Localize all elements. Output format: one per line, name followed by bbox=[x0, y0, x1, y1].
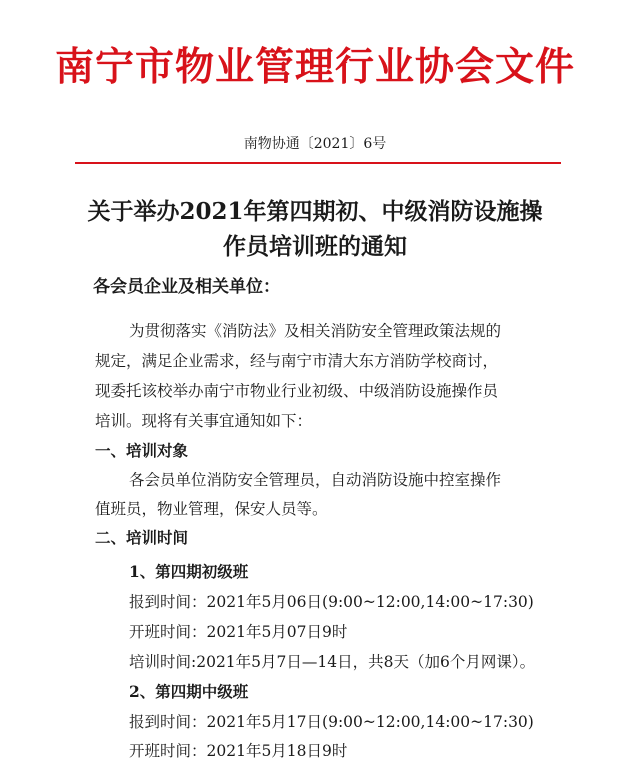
intro-line: 培训。现将有关事宜通知如下： bbox=[95, 412, 313, 430]
schedule-line: 培训时间:2021年5月7日—14日，共8天（加6个月网课）。 bbox=[129, 653, 536, 671]
schedule-line: 报到时间：2021年5月06日(9:00~12:00,14:00~17:30) bbox=[129, 593, 534, 611]
intro-line: 规定，满足企业需求，经与南宁市清大东方消防学校商讨， bbox=[95, 352, 499, 370]
intro-line: 现委托该校举办南宁市物业行业初级、中级消防设施操作员 bbox=[95, 382, 499, 400]
class-heading-intermediate: 2、第四期中级班 bbox=[129, 682, 249, 701]
org-header-title: 南宁市物业管理行业协会文件 bbox=[54, 44, 575, 90]
class-heading-primary: 1、第四期初级班 bbox=[129, 562, 249, 581]
section-text-line: 各会员单位消防安全管理员，自动消防设施中控室操作 bbox=[129, 471, 502, 489]
document-number: 南物协通〔2021〕6号 bbox=[243, 136, 387, 152]
notice-title-line-2: 作员培训班的通知 bbox=[223, 233, 407, 260]
salutation: 各会员企业及相关单位： bbox=[93, 277, 280, 297]
header-divider bbox=[75, 162, 561, 164]
section-text-line: 值班员，物业管理，保安人员等。 bbox=[95, 500, 328, 518]
schedule-line: 开班时间：2021年5月18日9时 bbox=[129, 742, 348, 760]
notice-title-line-1: 关于举办2021年第四期初、中级消防设施操 bbox=[87, 198, 543, 225]
section-heading-training-target: 一、培训对象 bbox=[95, 441, 189, 460]
intro-line: 为贯彻落实《消防法》及相关消防安全管理政策法规的 bbox=[129, 322, 502, 340]
section-heading-training-time: 二、培训时间 bbox=[95, 528, 189, 547]
schedule-line: 报到时间：2021年5月17日(9:00~12:00,14:00~17:30) bbox=[129, 713, 534, 731]
schedule-line: 开班时间：2021年5月07日9时 bbox=[129, 623, 348, 641]
